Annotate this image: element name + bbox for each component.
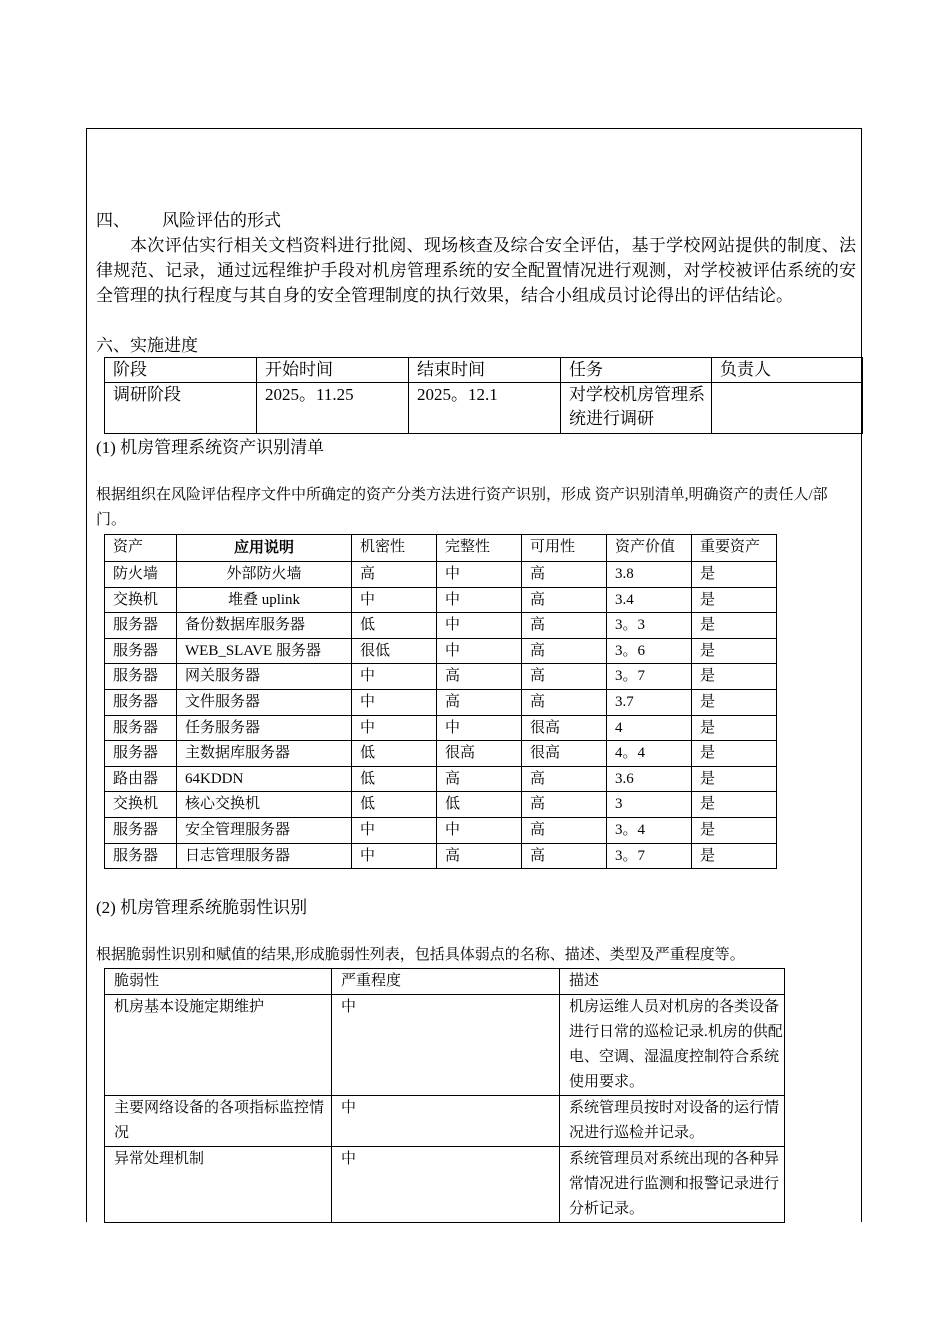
table-cell: 异常处理机制 (105, 1147, 332, 1223)
section4-title: 风险评估的形式 (162, 211, 281, 230)
table-row (105, 689, 777, 715)
table-cell: 2025。11.25 (257, 383, 409, 434)
table-row (105, 715, 777, 741)
table-cell: 是 (692, 638, 777, 664)
table-row (105, 1096, 785, 1147)
table-cell: 高 (522, 817, 607, 843)
table-cell: 服务器 (105, 638, 177, 664)
table-cell: 低 (352, 792, 437, 818)
table-cell: 中 (352, 715, 437, 741)
table-cell: 机房基本设施定期维护 (105, 995, 332, 1096)
table-cell: 外部防火墙 (177, 562, 352, 588)
table-cell: 是 (692, 766, 777, 792)
table-cell: 是 (692, 664, 777, 690)
table-cell: 核心交换机 (177, 792, 352, 818)
table-header-row (105, 969, 785, 995)
table-cell: 高 (437, 664, 522, 690)
table-cell: 高 (522, 562, 607, 588)
table-cell: 很高 (437, 741, 522, 767)
header-cell: 脆弱性 (105, 969, 332, 995)
table-cell: 中 (352, 843, 437, 869)
table-row (105, 843, 777, 869)
table-row (105, 383, 863, 434)
table-cell: 中 (437, 562, 522, 588)
table-cell: 中 (437, 715, 522, 741)
table-cell: 中 (352, 817, 437, 843)
assets-intro: 根据组织在风险评估程序文件中所确定的资产分类方法进行资产识别，形成 资产识别清单,明确资产的责任人/部门。 (96, 487, 828, 528)
assets-table (104, 534, 777, 869)
table-row (105, 741, 777, 767)
header-cell: 可用性 (522, 535, 607, 562)
table-cell: 交换机 (105, 792, 177, 818)
table-cell: 服务器 (105, 843, 177, 869)
table-row (105, 817, 777, 843)
table-cell: 服务器 (105, 715, 177, 741)
table-cell: 3.7 (607, 689, 692, 715)
table-row (105, 638, 777, 664)
table-row (105, 562, 777, 588)
header-cell: 资产价值 (607, 535, 692, 562)
table-cell: 高 (522, 843, 607, 869)
table-cell: 低 (352, 741, 437, 767)
table-cell: 服务器 (105, 689, 177, 715)
table-cell: 服务器 (105, 741, 177, 767)
header-cell: 阶段 (105, 358, 257, 383)
table-cell: 高 (522, 587, 607, 613)
table-cell: 堆叠 uplink (177, 587, 352, 613)
table-cell: 文件服务器 (177, 689, 352, 715)
table-cell: 中 (352, 664, 437, 690)
table-cell: 4 (607, 715, 692, 741)
table-cell: 高 (522, 689, 607, 715)
table-cell: 主要网络设备的各项指标监控情况 (105, 1096, 332, 1147)
vulnerability-table (104, 968, 785, 1223)
table-cell: 中 (332, 1096, 560, 1147)
table-cell: 高 (352, 562, 437, 588)
table-cell: 中 (352, 587, 437, 613)
table-cell: 调研阶段 (105, 383, 257, 434)
table-header-row (105, 358, 863, 383)
table-cell: 服务器 (105, 664, 177, 690)
table-cell: 3。3 (607, 613, 692, 639)
table-row (105, 766, 777, 792)
table-cell: 机房运维人员对机房的各类设备进行日常的巡检记录.机房的供配电、空调、湿温度控制符合系统使用要求。 (560, 995, 785, 1096)
table-cell: 3。7 (607, 664, 692, 690)
header-cell: 负责人 (712, 358, 863, 383)
table-cell: 3.4 (607, 587, 692, 613)
table-cell: 路由器 (105, 766, 177, 792)
table-cell: 对学校机房管理系统进行调研 (561, 383, 712, 434)
table-cell: 中 (332, 995, 560, 1096)
table-cell: 主数据库服务器 (177, 741, 352, 767)
table-cell: 安全管理服务器 (177, 817, 352, 843)
table-cell: 是 (692, 792, 777, 818)
table-row (105, 587, 777, 613)
table-cell: 高 (522, 664, 607, 690)
table-cell: 是 (692, 817, 777, 843)
table-cell: 是 (692, 715, 777, 741)
table-row (105, 995, 785, 1096)
section4-number: 四、 (96, 211, 130, 230)
table-cell: 服务器 (105, 613, 177, 639)
table-cell: 是 (692, 741, 777, 767)
header-cell: 重要资产 (692, 535, 777, 562)
table-cell: 中 (332, 1147, 560, 1223)
table-cell (712, 383, 863, 434)
table-cell: 中 (352, 689, 437, 715)
table-cell: 高 (522, 766, 607, 792)
table-cell: 3.8 (607, 562, 692, 588)
table-row (105, 664, 777, 690)
table-cell: 备份数据库服务器 (177, 613, 352, 639)
table-header-row (105, 535, 777, 562)
table-cell: 4。4 (607, 741, 692, 767)
table-cell: 很高 (522, 715, 607, 741)
table-cell: 高 (437, 766, 522, 792)
table-cell: 中 (437, 587, 522, 613)
table-cell: 高 (522, 792, 607, 818)
table-row (105, 613, 777, 639)
table-cell: 3.6 (607, 766, 692, 792)
section6-title: 六、实施进度 (96, 336, 198, 355)
table-cell: 是 (692, 843, 777, 869)
table-cell: 低 (352, 613, 437, 639)
table-row (105, 792, 777, 818)
table-cell: 很高 (522, 741, 607, 767)
table-cell: 很低 (352, 638, 437, 664)
table-cell: 网关服务器 (177, 664, 352, 690)
table-cell: 低 (437, 792, 522, 818)
table-cell: 中 (437, 613, 522, 639)
table-cell: 3。6 (607, 638, 692, 664)
table-cell: WEB_SLAVE 服务器 (177, 638, 352, 664)
table-cell: 是 (692, 587, 777, 613)
vulnerability-intro: 根据脆弱性识别和赋值的结果,形成脆弱性列表，包括具体弱点的名称、描述、类型及严重程度等。 (96, 947, 745, 963)
table-cell: 交换机 (105, 587, 177, 613)
table-cell: 系统管理员按时对设备的运行情况进行巡检并记录。 (560, 1096, 785, 1147)
table-cell: 是 (692, 613, 777, 639)
table-cell: 高 (437, 689, 522, 715)
table-cell: 高 (522, 613, 607, 639)
table-cell: 64KDDN (177, 766, 352, 792)
header-cell: 机密性 (352, 535, 437, 562)
table-cell: 3 (607, 792, 692, 818)
header-cell: 结束时间 (409, 358, 561, 383)
table-cell: 中 (437, 638, 522, 664)
table-cell: 2025。12.1 (409, 383, 561, 434)
table-cell: 服务器 (105, 817, 177, 843)
table-cell: 3。4 (607, 817, 692, 843)
assets-title: (1) 机房管理系统资产识别清单 (96, 438, 325, 457)
vulnerability-title: (2) 机房管理系统脆弱性识别 (96, 898, 308, 917)
header-cell: 开始时间 (257, 358, 409, 383)
header-cell: 应用说明 (177, 535, 352, 562)
header-cell: 严重程度 (332, 969, 560, 995)
table-cell: 是 (692, 689, 777, 715)
schedule-table (104, 357, 863, 434)
table-cell: 高 (522, 638, 607, 664)
section4-paragraph: 本次评估实行相关文档资料进行批阅、现场核查及综合安全评估，基于学校网站提供的制度、法律规范、记录，通过远程维护手段对机房管理系统的安全配置情况进行观测，对学校被评估系统的安全管理的执行程度与其自身的安全管理制度的执行效果，结合小组成员讨论得出的评估结论。 (96, 236, 856, 305)
table-cell: 高 (437, 843, 522, 869)
header-cell: 完整性 (437, 535, 522, 562)
header-cell: 描述 (560, 969, 785, 995)
table-cell: 低 (352, 766, 437, 792)
table-cell: 防火墙 (105, 562, 177, 588)
table-cell: 日志管理服务器 (177, 843, 352, 869)
table-row (105, 1147, 785, 1223)
header-cell: 任务 (561, 358, 712, 383)
table-cell: 中 (437, 817, 522, 843)
table-cell: 系统管理员对系统出现的各种异常情况进行监测和报警记录进行分析记录。 (560, 1147, 785, 1223)
table-cell: 3。7 (607, 843, 692, 869)
table-cell: 是 (692, 562, 777, 588)
table-cell: 任务服务器 (177, 715, 352, 741)
header-cell: 资产 (105, 535, 177, 562)
